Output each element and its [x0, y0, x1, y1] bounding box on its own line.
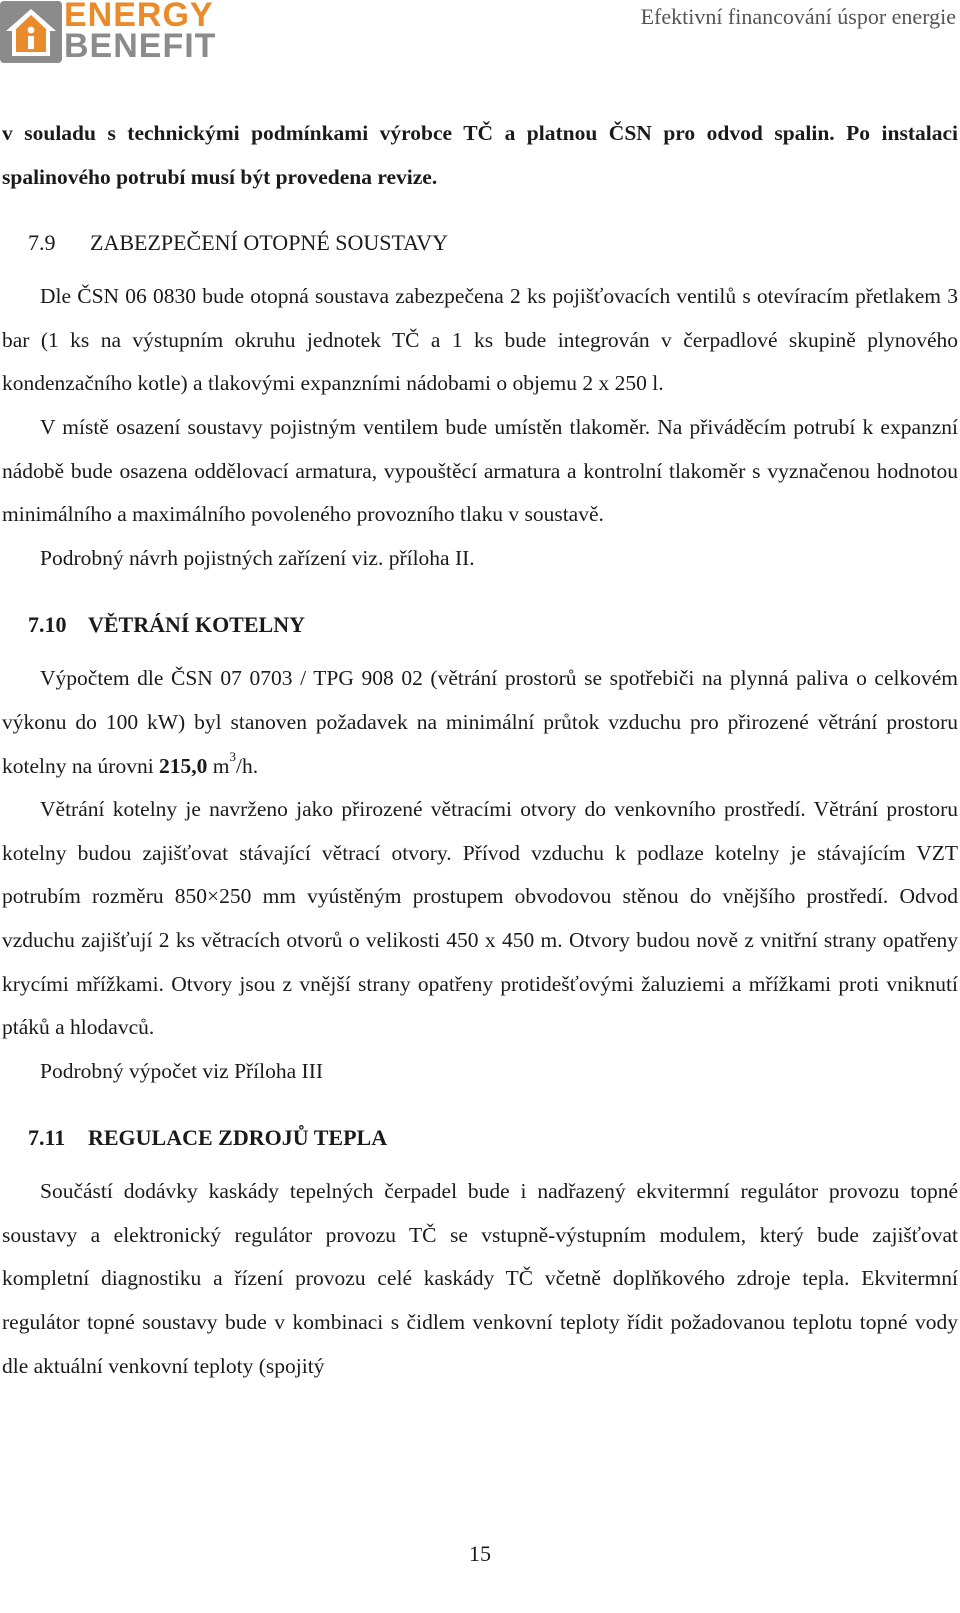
- header-title: Efektivní financování úspor energie: [640, 4, 956, 29]
- section-title: VĚTRÁNÍ KOTELNY: [88, 612, 305, 638]
- intro-paragraph: v souladu s technickými podmínkami výrobce TČ a platnou ČSN pro odvod spalin. Po instalaci spalinového potrubí musí být provedena revize.: [2, 121, 958, 189]
- airflow-value: 215,0: [159, 753, 208, 778]
- house-logo-icon: [0, 1, 62, 63]
- paragraph: Podrobný návrh pojistných zařízení viz. příloha II.: [40, 545, 475, 570]
- paragraph: Dle ČSN 06 0830 bude otopná soustava zabezpečena 2 ks pojišťovacích ventilů s otevíracím přetlakem 3 bar (1 ks na výstupním okruhu jednotek TČ a 1 ks bude integrován v čerpadlové skupině plynového kondenzačního kotle) a tlakovými expanzními nádobami o objemu 2 x 250 l.: [2, 284, 958, 396]
- section-title: REGULACE ZDROJŮ TEPLA: [88, 1125, 388, 1151]
- section-title: ZABEZPEČENÍ OTOPNÉ SOUSTAVY: [90, 230, 449, 256]
- paragraph: V místě osazení soustavy pojistným ventilem bude umístěn tlakoměr. Na přiváděcím potrubí k expanzní nádobě bude osazena oddělovací armatura, vypouštěcí armatura a kontrolní tlakoměr s vyznačenou hodnotou minimálního a maximálního povoleného provozního tlaku v soustavě.: [2, 414, 958, 527]
- unit-suffix: /h.: [236, 753, 259, 778]
- logo-text-benefit: BENEFIT: [64, 27, 217, 65]
- energy-benefit-logo: [0, 0, 245, 64]
- logo-text-energy: ENERGY: [64, 0, 214, 34]
- unit-superscript: 3: [229, 749, 237, 765]
- section-number: 7.9: [28, 230, 56, 256]
- paragraph: Podrobný výpočet viz Příloha III: [40, 1058, 324, 1083]
- section-heading-7-9: [2, 221, 958, 264]
- section-number: 7.11: [28, 1125, 66, 1151]
- section-number: 7.10: [28, 612, 67, 638]
- paragraph: [2, 657, 958, 788]
- section-heading-7-11: [2, 1116, 958, 1159]
- page-number: 15: [469, 1541, 491, 1566]
- paragraph-text: Výpočtem dle ČSN 07 0703 / TPG 908 02 (větrání prostorů se spotřebiči na plynná paliva o celkovém výkonu do 100 kW) byl stanoven požadavek na minimální průtok vzduchu pro přirozené větrání prostoru kotelny na úrovni: [2, 666, 958, 778]
- page-header: [0, 0, 960, 70]
- section-heading-7-10: [2, 603, 958, 646]
- paragraph: Větrání kotelny je navrženo jako přirozené větracími otvory do venkovního prostředí. Větrání prostoru kotelny budou zajišťovat stávající větrací otvory. Přívod vzduchu k podlaze kotelny je stávajícím VZT potrubím rozměru 850×250 mm vyústěným prostupem obvodovou stěnou do vnějšího prostředí. Odvod vzduchu zajišťují 2 ks větracích otvorů o velikosti 450 x 450 m. Otvory budou nově z vnitřní strany opatřeny krycími mřížkami. Otvory jsou z vnější strany opatřeny protidešťovými žaluziemi a mřížkami proti vniknutí ptáků a hlodavců.: [2, 797, 958, 1040]
- unit-text: m: [207, 753, 230, 778]
- document-body: [2, 112, 958, 1388]
- paragraph: Součástí dodávky kaskády tepelných čerpadel bude i nadřazený ekvitermní regulátor provozu topné soustavy a elektronický regulátor provozu TČ se vstupně-výstupním modulem, který bude zajišťovat kompletní diagnostiku a řízení provozu celé kaskády TČ včetně doplňkového zdroje tepla. Ekvitermní regulátor topné soustavy bude v kombinaci s čidlem venkovní teploty řídit požadovanou teplotu topné vody dle aktuální venkovní teploty (spojitý: [2, 1179, 958, 1378]
